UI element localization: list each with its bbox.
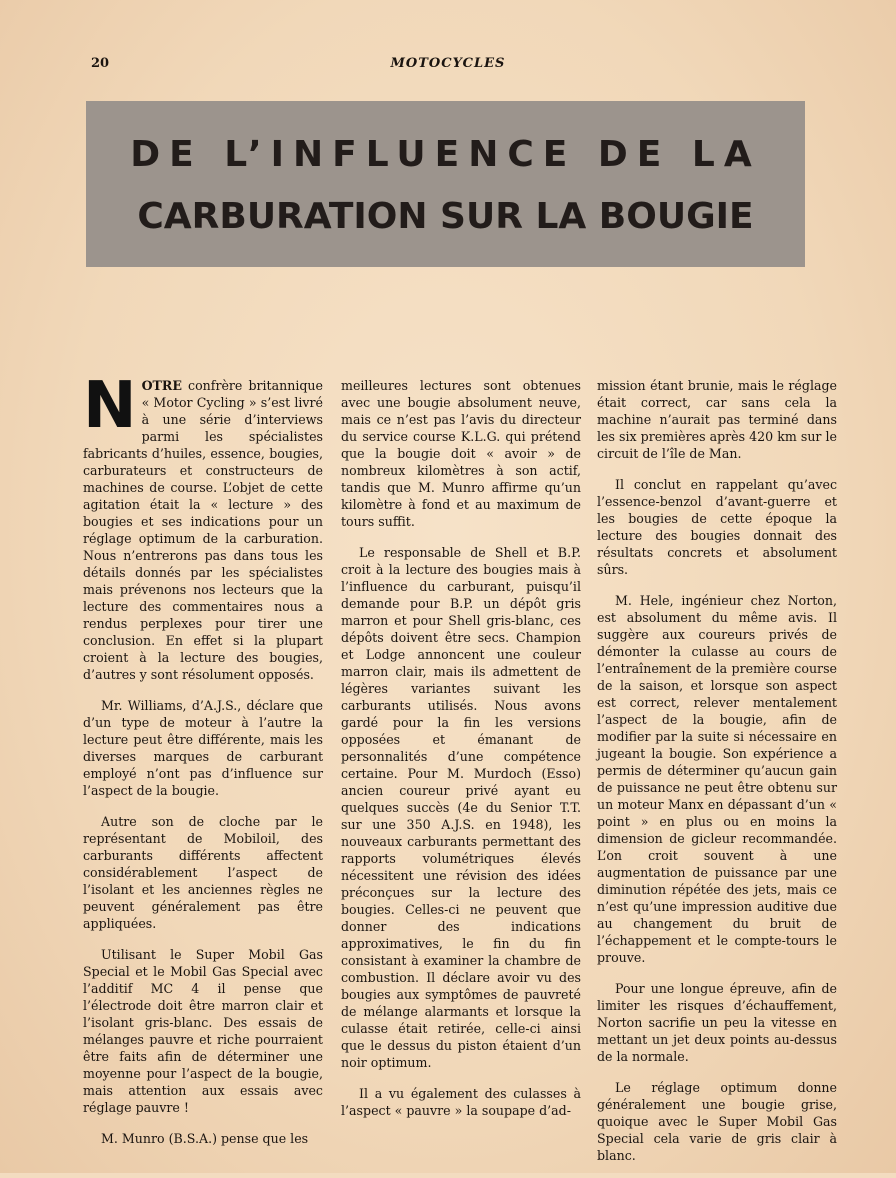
article-paragraph: Pour une longue épreuve, afin de limiter les risques d’échauffement, Norton sacrifie un peu la vitesse en mettant un jet deux points au-dessus de la normale. (597, 981, 837, 1064)
article-paragraph: M. Hele, ingénieur chez Norton, est absolument du même avis. Il suggère aux coureurs privés de démonter la culasse au cours de l’entraînement de la première course de la saison, et lorsque son aspect est correct, relever mentalement l’aspect de la bougie, afin de modifier par la suite si nécessaire en jugeant la bougie. Son expérience a permis de déterminer qu’aucun gain de puissance ne peut être obtenu sur un moteur Manx en dépassant d’un « point » en plus ou en moins la dimension de gicleur recommandée. L’on croit souvent à une augmentation de puissance par une diminution répétée des jets, mais ce n’est qu’une impression auditive due au changement du bruit de l’échappement et le compte-tours le prouve. (597, 593, 837, 965)
article-paragraph: Mr. Williams, d’A.J.S., déclare que d’un type de moteur à l’autre la lecture peut être différente, mais les diverses marques de carburant employé n’ont pas d’influence sur l’aspect de la bougie. (83, 698, 323, 798)
article-column-3 (597, 377, 837, 1178)
lead-caps: OTRE (141, 378, 182, 393)
article-paragraph: Autre son de cloche par le représentant de Mobiloil, des carburants différents affectent considérablement l’aspect de l’isolant et les anciennes règles ne peuvent généralement pas être appliquées. (83, 814, 323, 931)
drop-cap: N (83, 369, 137, 443)
article-paragraph: Utilisant le Super Mobil Gas Special et le Mobil Gas Special avec l’additif MC 4 il pense que l’électrode doit être marron clair et l’isolant gris-blanc. Des essais de mélanges pauvre et riche pourraient être faits afin de déterminer une moyenne pour l’aspect de la bougie, mais attention aux essais avec réglage pauvre ! (83, 947, 323, 1115)
title-line-2: CARBURATION SUR LA BOUGIE (137, 196, 754, 237)
paragraph-text: confrère britannique « Motor Cycling » s’est livré à une série d’interviews parmi les spécialistes fabricants d’huiles, essence, bougies, carburateurs et constructeurs de machines de course. L’objet de cette agitation était la « lecture » des bougies et ses indications pour un réglage optimum de la carburation. Nous n’entrerons pas dans tous les détails donnés par les spécialistes mais prévenons nos lecteurs que la lecture des commentaires nous a rendus perplexes pour tirer une conclusion. En effet si la plupart croient à la lecture des bougies, d’autres y sont résolument opposés. (83, 378, 323, 682)
title-banner (86, 101, 805, 267)
article-paragraph: meilleures lectures sont obtenues avec une bougie absolument neuve, mais ce n’est pas l’avis du directeur du service course K.L.G. qui prétend que la bougie doit « avoir » de nombreux kilomètres à son actif, tandis que M. Munro affirme qu’un kilomètre à fond et au maximum de tours suffit. (341, 378, 581, 529)
title-line-1: DE L’INFLUENCE DE LA (130, 134, 761, 175)
article-column-2 (341, 377, 581, 1133)
article-paragraph (83, 369, 323, 683)
article-paragraph: Il a vu également des culasses à l’aspect « pauvre » la soupape d’ad- (341, 1086, 581, 1118)
article-paragraph: Le réglage optimum donne généralement une bougie grise, quoique avec le Super Mobil Gas Special cela varie de gris clair à blanc. (597, 1080, 837, 1163)
article-paragraph: mission étant brunie, mais le réglage était correct, car sans cela la machine n’aurait pas terminé dans les six premières après 420 km sur le circuit de l’île de Man. (597, 378, 837, 461)
article-paragraph: Il conclut en rappelant qu’avec l’essence-benzol d’avant-guerre et les bougies de cette époque la lecture des bougies donnait des résultats concrets et absolument sûrs. (597, 477, 837, 577)
page-number: 20 (91, 56, 110, 71)
article-column-1 (83, 369, 323, 1161)
article-paragraph: Le responsable de Shell et B.P. croit à la lecture des bougies mais à l’influence du carburant, puisqu’il demande pour B.P. un dépôt gris marron et pour Shell gris-blanc, ces dépôts doivent être secs. Champion et Lodge annoncent une couleur marron clair, mais ils admettent de légères variantes suivant les carburants utilisés. Nous avons gardé pour la fin les versions opposées et émanant de personnalités d’une compétence certaine. Pour M. Murdoch (Esso) ancien coureur privé ayant eu quelques succès (4e du Senior T.T. sur une 350 A.J.S. en 1948), les nouveaux carburants permettant des rapports volumétriques élevés nécessitent une révision des idées préconçues sur la lecture des bougies. Celles-ci ne peuvent que donner des indications approximatives, le fin du fin consistant à examiner la chambre de combustion. Il déclare avoir vu des bougies aux symptômes de pauvreté de mélange alarmants et lorsque la culasse était retirée, celle-ci ainsi que le dessus du piston étaient d’un noir optimum. (341, 545, 581, 1070)
running-head: MOTOCYCLES (390, 56, 506, 71)
article-paragraph: M. Munro (B.S.A.) pense que les (101, 1131, 309, 1146)
